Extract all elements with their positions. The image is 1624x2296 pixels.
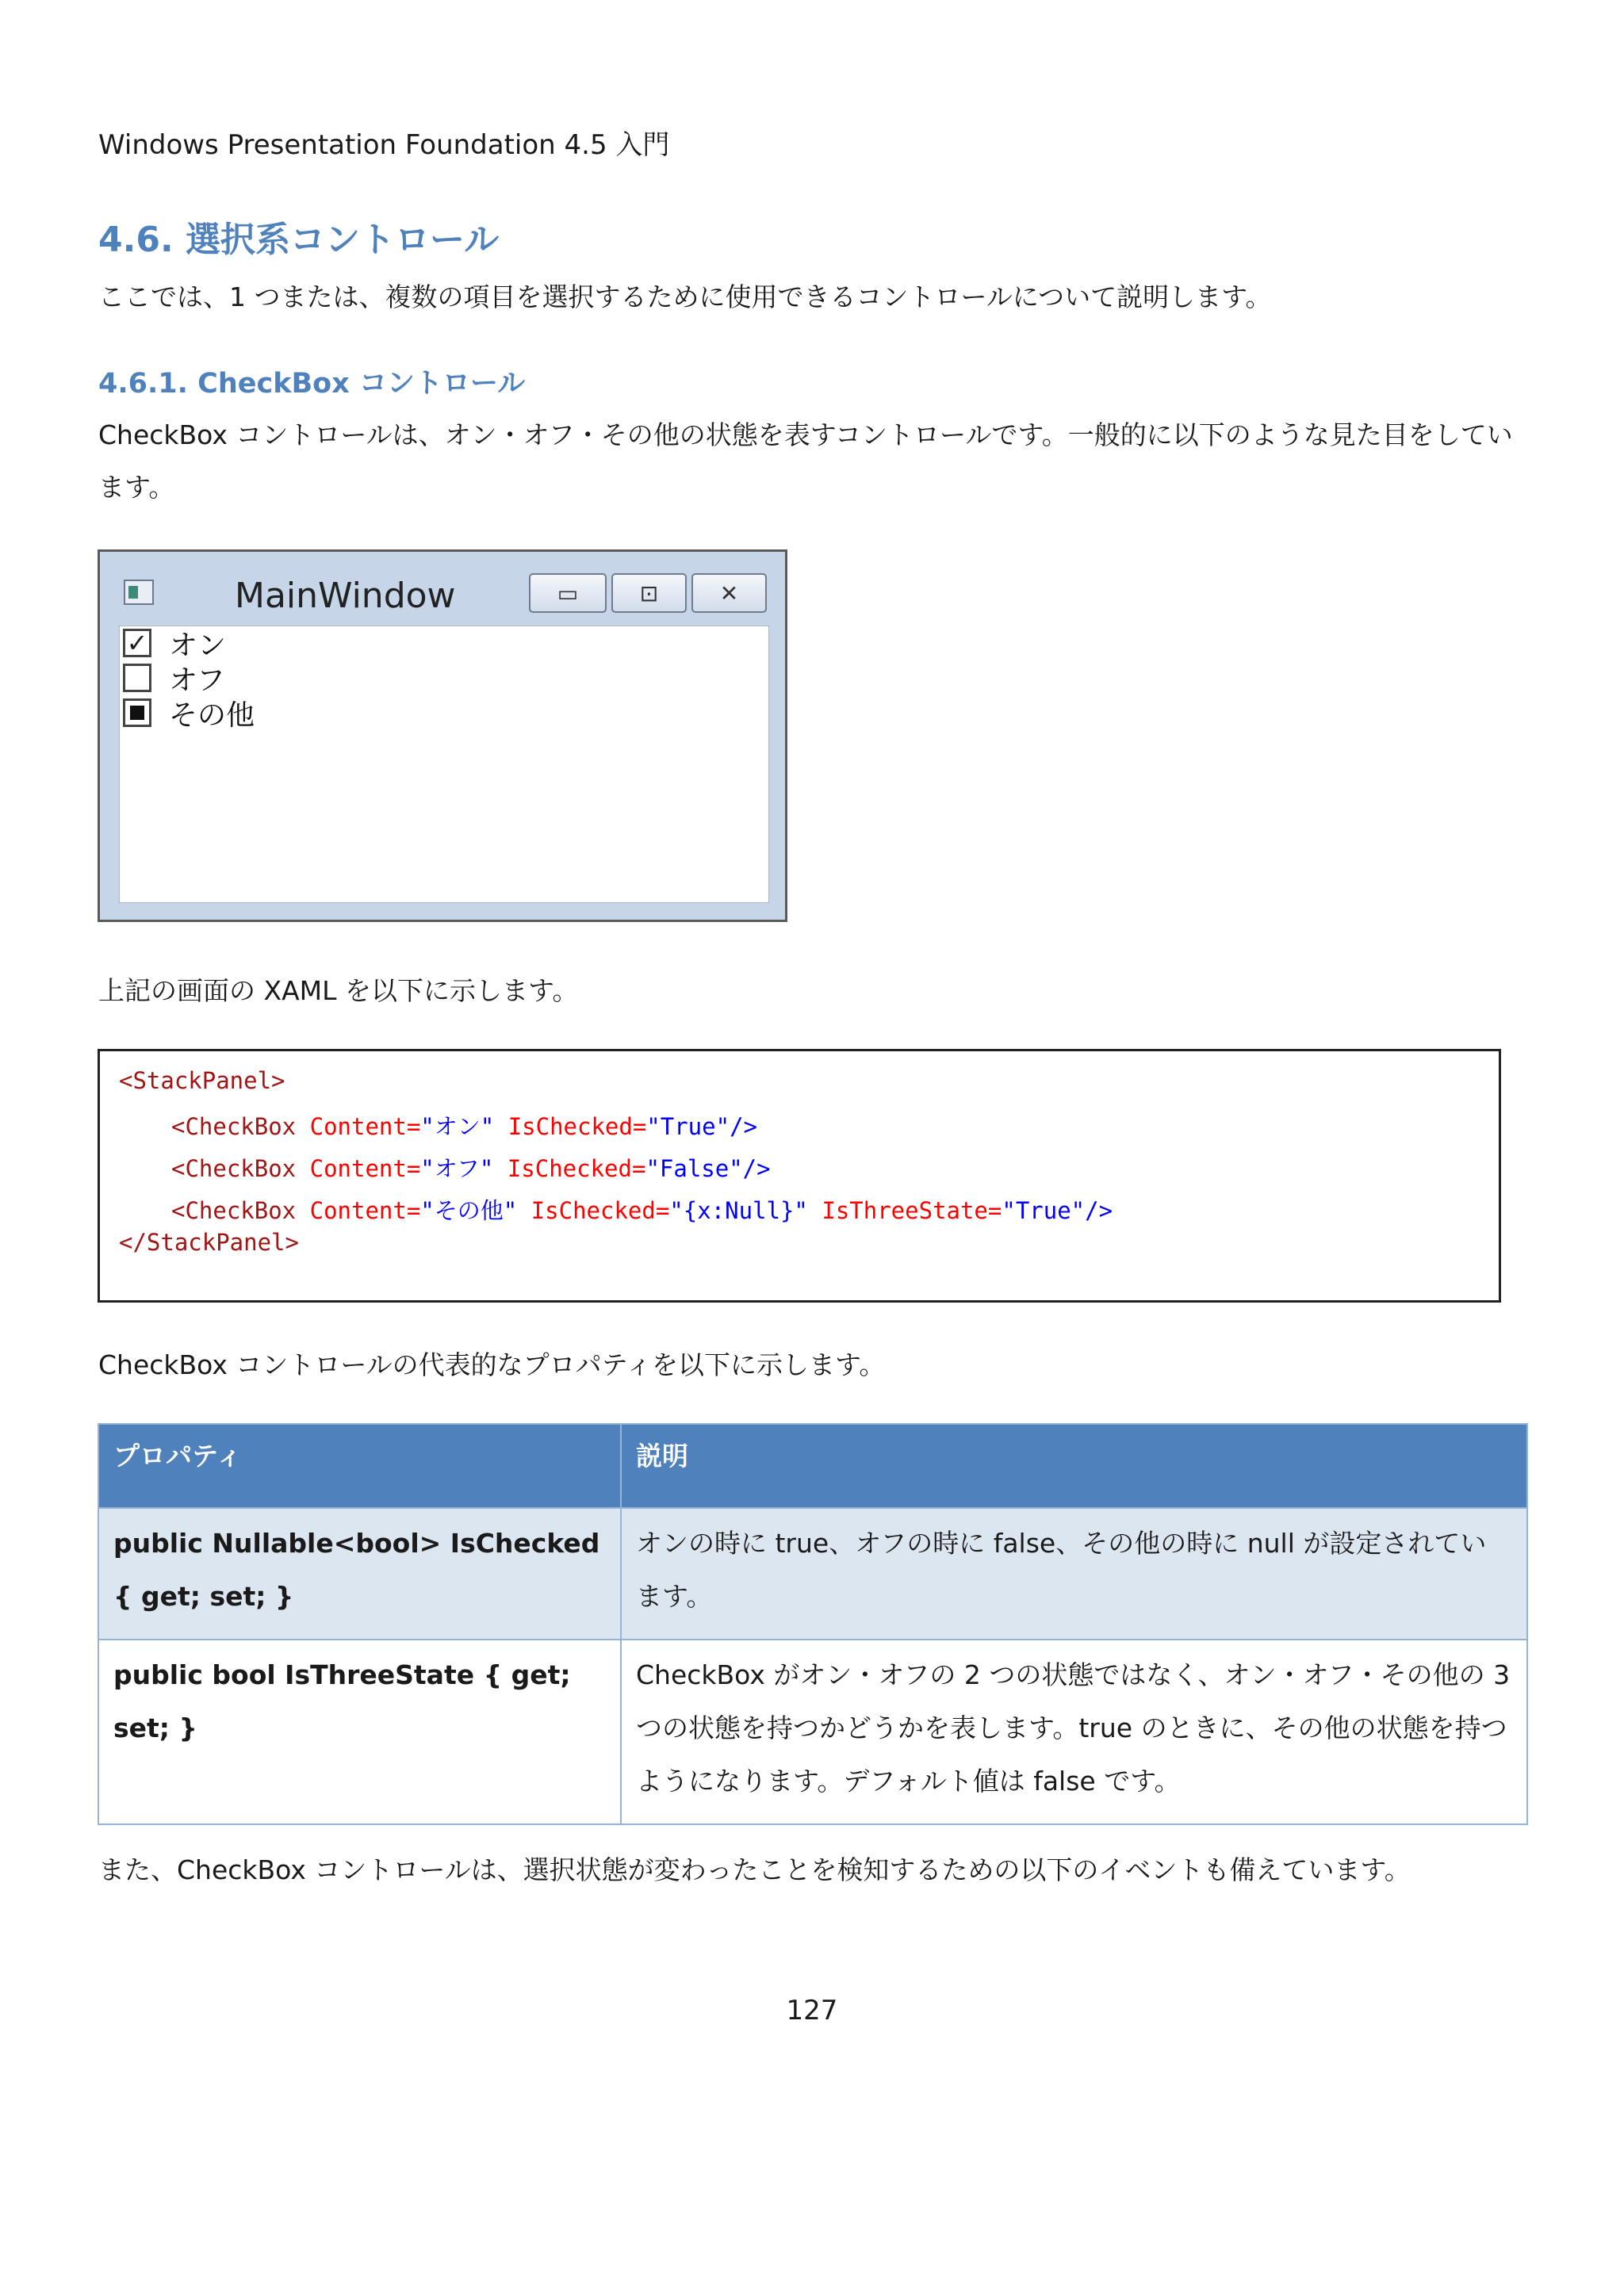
section-intro: ここでは、1 つまたは、複数の項目を選択するために使用できるコントロールについて説明します。 xyxy=(98,281,1272,312)
checkbox-checked-icon: ✓ xyxy=(123,629,151,657)
code-line: <CheckBox Content="オフ" IsChecked="False"/> xyxy=(171,1155,771,1182)
properties-intro: CheckBox コントロールの代表的なプロパティを以下に示します。 xyxy=(98,1349,886,1380)
checkbox-on[interactable] xyxy=(120,626,226,660)
checkbox-label: オフ xyxy=(169,664,225,697)
close-button[interactable] xyxy=(691,573,767,613)
property-name: public bool IsThreeState { get; set; } xyxy=(98,1640,621,1824)
code-line: <CheckBox Content="その他" IsChecked="{x:Null}" IsThreeState="True"/> xyxy=(171,1197,1113,1224)
window-client-area xyxy=(119,626,769,903)
checkbox-indeterminate-icon xyxy=(123,698,151,727)
checkbox-unchecked-icon xyxy=(123,664,151,692)
minimize-icon: ▭ xyxy=(557,580,579,607)
code-line: <StackPanel> xyxy=(119,1067,285,1094)
table-header-description: 説明 xyxy=(621,1424,1527,1508)
running-header: Windows Presentation Foundation 4.5 入門 xyxy=(98,129,670,161)
checkbox-label: オン xyxy=(169,629,227,662)
xaml-intro: 上記の画面の XAML を以下に示します。 xyxy=(98,975,579,1006)
code-line: <CheckBox Content="オン" IsChecked="True"/> xyxy=(171,1113,757,1140)
table-row xyxy=(98,1640,1527,1824)
section-title: 4.6. 選択系コントロール xyxy=(98,220,500,260)
property-description: CheckBox がオン・オフの 2 つの状態ではなく、オン・オフ・その他の 3 つの状態を持つかどうかを表します。true のときに、その他の状態を持つようになります。デフォルト値は false です。 xyxy=(621,1640,1527,1824)
xaml-code-block xyxy=(98,1049,1501,1303)
mainwindow-screenshot xyxy=(98,549,787,922)
property-name: public Nullable<bool> IsChecked { get; set; } xyxy=(98,1508,621,1640)
window-title: MainWindow xyxy=(235,576,456,616)
table-row xyxy=(98,1508,1527,1640)
table-header-property: プロパティ xyxy=(98,1424,621,1508)
subsection-description: CheckBox コントロールは、オン・オフ・その他の状態を表すコントロールです。一般的に以下のような見た目をしています。 xyxy=(98,419,1513,503)
maximize-button[interactable] xyxy=(611,573,687,613)
code-line: </StackPanel> xyxy=(119,1229,299,1256)
checkbox-other[interactable] xyxy=(120,696,255,732)
minimize-button[interactable] xyxy=(529,573,607,613)
maximize-icon: ⊡ xyxy=(639,580,659,607)
subsection-title: 4.6.1. CheckBox コントロール xyxy=(98,368,526,400)
properties-table xyxy=(98,1423,1528,1825)
close-icon: ✕ xyxy=(719,580,739,607)
checkbox-off[interactable] xyxy=(120,661,225,695)
closing-paragraph: また、CheckBox コントロールは、選択状態が変わったことを検知するための以下のイベントも備えています。 xyxy=(98,1854,1411,1885)
page-number: 127 xyxy=(786,1995,838,2026)
property-description: オンの時に true、オフの時に false、その他の時に null が設定されています。 xyxy=(621,1508,1527,1640)
window-app-icon xyxy=(124,580,154,605)
checkbox-label: その他 xyxy=(169,698,255,732)
